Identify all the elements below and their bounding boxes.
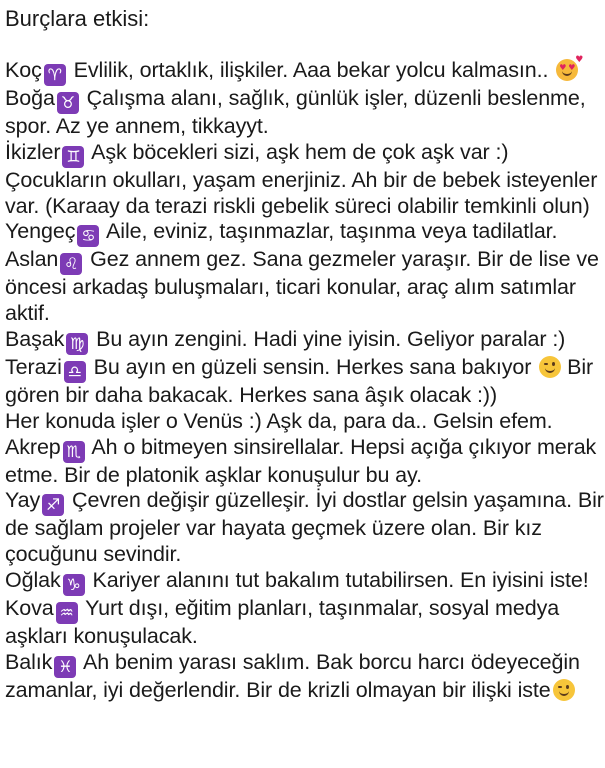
winking-face-icon — [539, 356, 561, 378]
sign-name: Boğa — [5, 86, 55, 110]
aries-icon: ♈ — [44, 64, 66, 86]
sign-name: Aslan — [5, 247, 59, 272]
entry-virgo — [5, 327, 605, 355]
sign-name: Akrep — [5, 434, 61, 459]
sign-name: Oğlak — [5, 567, 61, 592]
entry-text: Çalışma alanı, sağlık, günlük işler, düzenli beslenme, spor. Az ye annem, tikkayyt. — [5, 86, 586, 138]
entry-venus-note — [5, 409, 605, 435]
sign-name: İkizler — [5, 139, 61, 164]
entry-sagittarius — [5, 488, 605, 568]
pisces-icon: ♓ — [54, 656, 76, 678]
sign-name: Koç — [5, 58, 42, 82]
capricorn-icon: ♑ — [63, 574, 85, 596]
entry-gemini — [5, 140, 605, 220]
taurus-icon: ♉ — [57, 92, 79, 114]
cancer-icon: ♋ — [77, 225, 99, 247]
winking-face-icon — [553, 679, 575, 701]
entry-text: Aşk böcekleri sizi, aşk hem de çok aşk var :) Çocukların okulları, yaşam enerjiniz. Ah bir de bebek isteyenler var. (Karaay da terazi riskli gebelik süreci olabilir temkinli olun) — [5, 139, 598, 218]
entry-text: Aile, eviniz, taşınmazlar, taşınma veya tadilatlar. — [101, 219, 558, 244]
entry-pisces — [5, 650, 605, 704]
entry-text: Kariyer alanını tut bakalım tutabilirsen. En iyisini iste! — [86, 567, 589, 592]
entry-text: Bu ayın zengini. Hadi yine iyisin. Geliyor paralar :) — [90, 326, 566, 351]
smiling-face-with-hearts-icon: ♥ ♥ ♥ — [556, 59, 578, 81]
page-title: Burçlara etkisi: — [5, 6, 150, 31]
entry-aquarius — [5, 596, 605, 650]
entry-text: Gez annem gez. Sana gezmeler yaraşır. Bir de lise ve öncesi arkadaş buluşmaları, ticari konular, araç alım satımlar aktif. — [5, 247, 599, 326]
entry-text: Ah benim yarası saklım. Bak borcu harcı ödeyeceğin zamanlar, iyi değerlendir. Bir de krizli olmayan bir ilişki iste — [5, 649, 580, 702]
entry-taurus — [5, 86, 605, 140]
entry-text-continued: Bir gören bir daha bakacak. Herkes sana âşık olacak :)) — [5, 354, 594, 407]
sign-name: Yengeç — [5, 219, 76, 244]
libra-icon: ♎ — [64, 361, 86, 383]
scorpio-icon: ♏ — [63, 441, 85, 463]
entry-text: Evlilik, ortaklık, ilişkiler. Aaa bekar yolcu kalmasın.. — [67, 58, 555, 82]
entry-text: Çevren değişir güzelleşir. İyi dostlar gelsin yaşamına. Bir de sağlam projeler var hayata geçmek üzere olan. Bir kız çocuğunu sevindir. — [5, 488, 604, 567]
sign-name: Başak — [5, 326, 65, 351]
leo-icon: ♌ — [60, 253, 82, 275]
sign-name: Yay — [5, 488, 41, 513]
entry-cancer — [5, 219, 605, 247]
aquarius-icon: ♒ — [56, 602, 78, 624]
entry-leo — [5, 247, 605, 327]
gemini-icon: ♊ — [62, 146, 84, 168]
entry-aries — [5, 55, 605, 86]
entry-text: Ah o bitmeyen sinsirellalar. Hepsi açığa çıkıyor merak etme. Bir de platonik aşklar konuşulur bu ay. — [5, 434, 597, 487]
sign-name: Balık — [5, 649, 53, 674]
sagittarius-icon: ♐ — [42, 494, 64, 516]
sign-name: Terazi — [5, 354, 62, 379]
entry-libra — [5, 355, 605, 409]
sign-name: Kova — [5, 595, 54, 620]
entry-text: Her konuda işler o Venüs :) Aşk da, para da.. Gelsin efem. — [5, 408, 553, 433]
entry-text: Yurt dışı, eğitim planları, taşınmalar, sosyal medya aşkları konuşulacak. — [5, 595, 560, 648]
virgo-icon: ♍ — [66, 333, 88, 355]
horoscope-list — [5, 55, 605, 704]
entry-capricorn — [5, 568, 605, 596]
entry-scorpio — [5, 435, 605, 489]
entry-text: Bu ayın en güzeli sensin. Herkes sana bakıyor — [87, 354, 538, 379]
